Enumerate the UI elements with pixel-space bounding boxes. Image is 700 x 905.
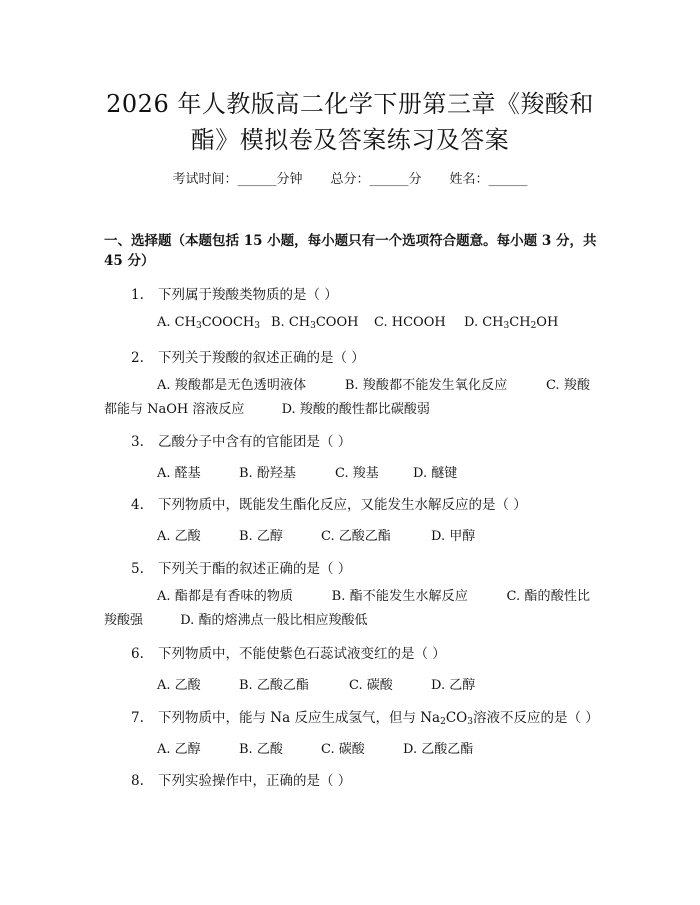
- question-text: 下列属于羧酸类物质的是（ ）: [158, 287, 338, 303]
- option-b: B. $CH_3COOH$: [271, 315, 359, 331]
- question-1: [131, 283, 338, 303]
- exam-meta: [0, 168, 700, 187]
- page-title-line-2: 酯》模拟卷及答案练习及答案: [190, 126, 510, 154]
- question-number: 1.: [131, 287, 144, 303]
- question-2-options: [104, 374, 590, 422]
- question-6-options: [157, 674, 475, 693]
- option-b: B. 酯不能发生水解反应: [331, 589, 468, 604]
- question-number: 4.: [131, 497, 144, 513]
- option-d: D. 甲醇: [431, 529, 476, 544]
- question-text: 下列关于酯的叙述正确的是（ ）: [158, 561, 352, 577]
- question-text-part: 下列物质中，能与 Na 反应生成氢气，但与 Na: [158, 710, 441, 726]
- option-a: A. 乙酸: [157, 678, 201, 693]
- question-number: 8.: [131, 773, 144, 789]
- question-text-part: CO: [445, 710, 468, 726]
- question-text-part: 溶液不反应的是（ ）: [472, 710, 599, 726]
- option-b: B. 乙醇: [239, 529, 283, 544]
- question-4: [131, 493, 527, 513]
- page-title-line-1: 2026 年人教版高二化学下册第三章《羧酸和: [106, 90, 594, 118]
- option-b: B. 乙酸乙酯: [239, 678, 309, 693]
- question-text: 下列物质中，既能发生酯化反应，又能发生水解反应的是（ ）: [158, 497, 527, 513]
- option-a: A. 酯都是有香味的物质: [157, 589, 294, 604]
- subscript: 2: [440, 717, 446, 727]
- question-number: 7.: [131, 710, 144, 726]
- question-text: [158, 710, 599, 726]
- option-c: C. 羧基: [335, 466, 379, 481]
- question-2: [131, 346, 365, 366]
- option-a: A. 乙酸: [157, 529, 201, 544]
- question-4-options: [157, 525, 475, 544]
- question-5: [131, 557, 351, 577]
- subscript: 3: [467, 717, 473, 727]
- question-1-options: [157, 315, 558, 330]
- question-5-options: [104, 585, 590, 633]
- question-3-options: [157, 462, 457, 481]
- option-c: C. 乙酸乙酯: [321, 529, 391, 544]
- option-c: C. 酯的酸性比羧酸强: [104, 589, 591, 628]
- option-d: D. 酯的熔沸点一般比相应羧酸低: [180, 613, 368, 628]
- question-7: [131, 706, 599, 726]
- question-text: 下列实验操作中，正确的是（ ）: [158, 773, 352, 789]
- option-b: B. 羧酸都不能发生氧化反应: [344, 378, 508, 393]
- question-number: 2.: [131, 350, 144, 366]
- option-d: D. $CH_3CH_2OH$: [464, 315, 559, 331]
- option-c: C. 羧酸都能与 NaOH 溶液反应: [104, 378, 590, 417]
- exam-time-field: 考试时间：______分钟: [172, 172, 303, 187]
- question-7-options: [157, 738, 473, 757]
- section-heading: [104, 231, 600, 271]
- option-a: A. 醛基: [157, 466, 201, 481]
- option-d: D. 乙酸乙酯: [403, 742, 474, 757]
- question-3: [131, 430, 351, 450]
- question-text: 下列物质中，不能使紫色石蕊试液变红的是（ ）: [158, 646, 446, 662]
- section-heading-line-1: 一、选择题（本题包括 15 小题，每小题只有一个选项符合题意。每小题 3 分，共: [104, 233, 597, 249]
- option-b: B. 乙酸: [239, 742, 283, 757]
- question-number: 3.: [131, 434, 144, 450]
- question-text: 乙酸分子中含有的官能团是（ ）: [158, 434, 352, 450]
- option-a: A. 乙醇: [157, 742, 201, 757]
- option-c: C. HCOOH: [374, 315, 446, 330]
- question-text: 下列关于羧酸的叙述正确的是（ ）: [158, 350, 365, 366]
- question-6: [131, 642, 446, 662]
- option-a: A. $CH_3COOCH_3$: [157, 315, 260, 331]
- option-a: A. 羧酸都是无色透明液体: [157, 378, 307, 393]
- question-number: 6.: [131, 646, 144, 662]
- option-d: D. 乙醇: [431, 678, 476, 693]
- option-d: D. 羧酸的酸性都比碳酸弱: [281, 402, 430, 417]
- option-b: B. 酚羟基: [239, 466, 296, 481]
- total-score-field: 总分：______分: [330, 172, 422, 187]
- name-field: 姓名：______: [449, 172, 528, 187]
- option-d: D. 醚键: [413, 466, 458, 481]
- section-heading-line-2: 45 分）: [104, 253, 155, 269]
- option-c: C. 碳酸: [349, 678, 393, 693]
- question-number: 5.: [131, 561, 144, 577]
- question-8: [131, 769, 351, 789]
- option-c: C. 碳酸: [321, 742, 365, 757]
